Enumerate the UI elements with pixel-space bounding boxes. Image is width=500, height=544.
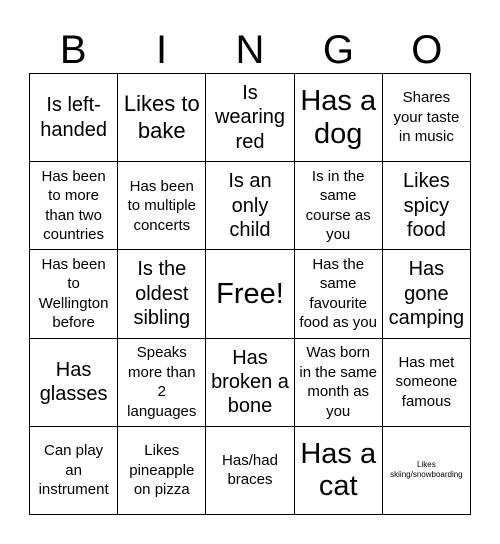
bingo-cell[interactable]: Likes spicy food <box>383 162 471 250</box>
bingo-cell[interactable]: Is wearing red <box>206 74 294 162</box>
header-letter-n: N <box>235 28 265 72</box>
header-letter-i: I <box>156 28 168 72</box>
bingo-cell[interactable]: Has been to more than two countries <box>30 162 118 250</box>
free-space-cell[interactable]: Free! <box>206 250 294 338</box>
header-letter-g: G <box>322 28 354 72</box>
bingo-cell[interactable]: Can play an instrument <box>30 427 118 515</box>
bingo-cell[interactable]: Likes pineapple on pizza <box>118 427 206 515</box>
bingo-cell[interactable]: Shares your taste in music <box>383 74 471 162</box>
header-letter-o: O <box>411 28 443 72</box>
bingo-cell[interactable]: Has met someone famous <box>383 339 471 427</box>
bingo-cell[interactable]: Is the oldest sibling <box>118 250 206 338</box>
bingo-cell[interactable]: Is an only child <box>206 162 294 250</box>
bingo-cell[interactable]: Likes to bake <box>118 74 206 162</box>
bingo-cell[interactable]: Speaks more than 2 languages <box>118 339 206 427</box>
bingo-header <box>29 26 471 74</box>
bingo-card <box>29 73 471 515</box>
bingo-cell[interactable]: Has been to multiple concerts <box>118 162 206 250</box>
bingo-cell[interactable]: Has gone camping <box>383 250 471 338</box>
bingo-cell[interactable]: Has been to Wellington before <box>30 250 118 338</box>
bingo-cell[interactable]: Is left-handed <box>30 74 118 162</box>
bingo-cell[interactable]: Is in the same course as you <box>295 162 383 250</box>
bingo-cell[interactable]: Has/had braces <box>206 427 294 515</box>
bingo-cell[interactable]: Has glasses <box>30 339 118 427</box>
header-letter-b: B <box>59 28 87 72</box>
bingo-cell[interactable]: Was born in the same month as you <box>295 339 383 427</box>
bingo-cell[interactable]: Has broken a bone <box>206 339 294 427</box>
bingo-cell[interactable]: Has a dog <box>295 74 383 162</box>
bingo-cell[interactable]: Has a cat <box>295 427 383 515</box>
bingo-cell[interactable]: Likes skiing/snowboarding <box>383 427 471 515</box>
bingo-cell[interactable]: Has the same favourite food as you <box>295 250 383 338</box>
